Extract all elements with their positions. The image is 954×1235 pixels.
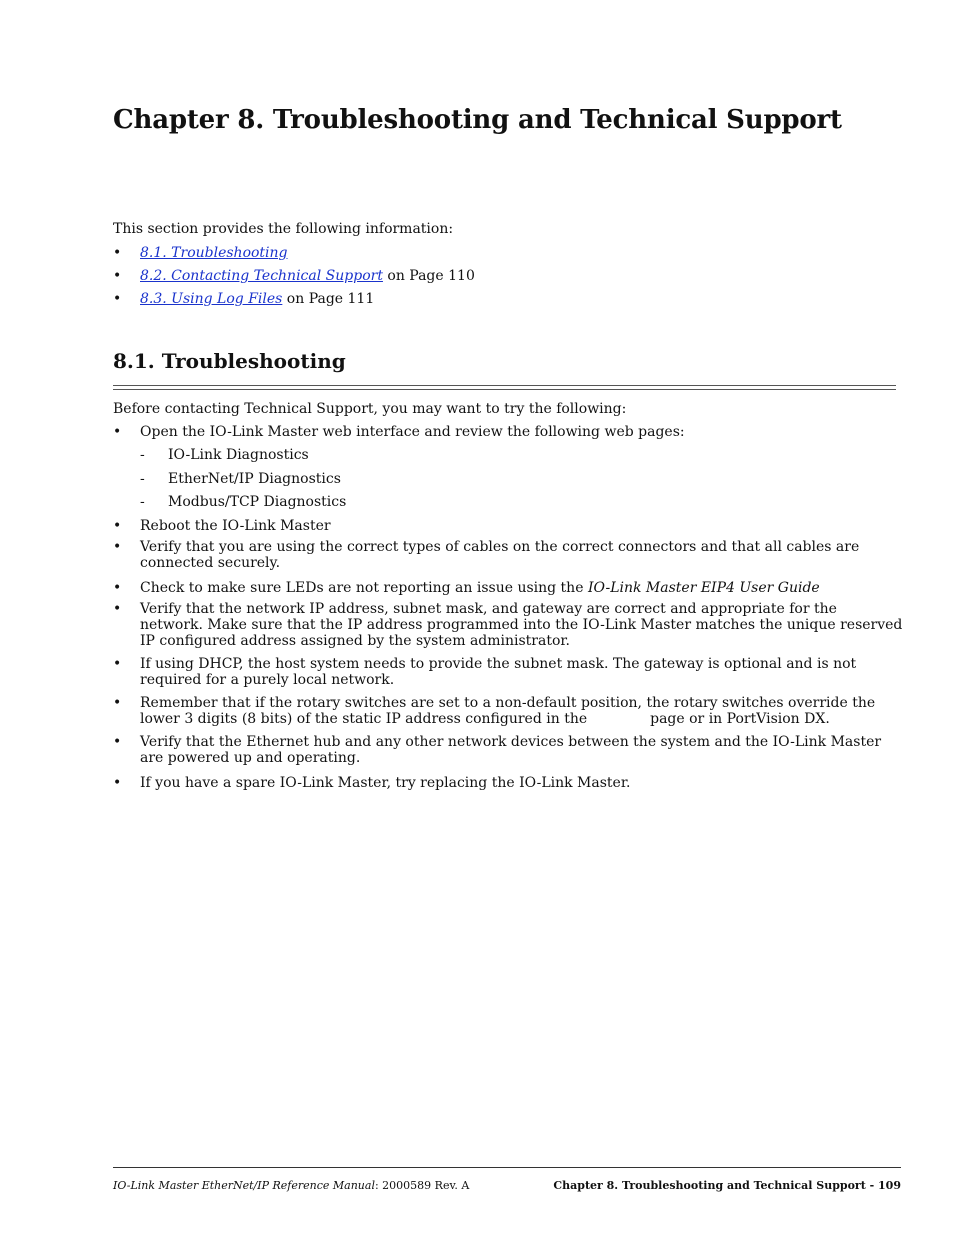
bullet: • [113, 245, 122, 261]
item-text: If using DHCP, the host system needs to provide the subnet mask. The gateway is optional and is not required for a purely local network. [140, 655, 857, 688]
toc-item [113, 242, 475, 265]
toc-link-contacting-support[interactable]: 8.2. Contacting Technical Support [140, 268, 383, 284]
manual-revision: : 2000589 Rev. A [374, 1179, 470, 1192]
bullet: • [113, 774, 122, 791]
sub-item-text: EtherNet/IP Diagnostics [168, 470, 341, 487]
toc-item [113, 288, 475, 311]
item-text: Reboot the IO-Link Master [140, 517, 331, 534]
bullet: • [113, 579, 122, 596]
bullet: • [113, 424, 122, 440]
toc-suffix: on Page 111 [282, 291, 375, 307]
item-text: If you have a spare IO-Link Master, try replacing the IO-Link Master. [140, 774, 631, 791]
intro-text: This section provides the following information: [113, 221, 454, 237]
list-item [113, 601, 903, 649]
toc-suffix: on Page 110 [382, 268, 475, 284]
list-item [113, 578, 903, 598]
sub-item-text: Modbus/TCP Diagnostics [168, 494, 347, 510]
item-text: Verify that the network IP address, subnet mask, and gateway are correct and appropriate for the network. Make sure that the IP address programmed into the IO-Link Master matches the unique reserved IP configured address assigned by the system administrator. [140, 600, 903, 649]
list-item [113, 773, 903, 793]
section-title: 8.1. Troubleshooting [113, 349, 346, 373]
footer-page-info: Chapter 8. Troubleshooting and Technical Support - 109 [553, 1179, 901, 1192]
bullet: • [113, 268, 122, 284]
footer-divider [113, 1167, 901, 1168]
bullet: • [113, 291, 122, 307]
item-text-continued: page or in PortVision DX. [650, 710, 830, 727]
manual-title: IO-Link Master EtherNet/IP Reference Manual [113, 1179, 375, 1192]
dash: - [140, 447, 145, 463]
footer-manual-info [113, 1179, 469, 1193]
section-divider [113, 385, 896, 390]
list-item [113, 539, 903, 571]
toc-link-troubleshooting[interactable]: 8.1. Troubleshooting [140, 245, 288, 261]
sub-item [140, 492, 903, 512]
troubleshooting-list [113, 422, 903, 796]
list-item [113, 695, 903, 727]
list-item [113, 516, 903, 536]
item-text: Open the IO-Link Master web interface and review the following web pages: [140, 424, 685, 440]
bullet: • [113, 733, 122, 750]
bullet: • [113, 517, 122, 534]
sub-item-text: IO-Link Diagnostics [168, 447, 309, 463]
item-text: Verify that the Ethernet hub and any other network devices between the system and the IO-Link Master are powered up and operating. [140, 733, 882, 766]
bullet: • [113, 694, 122, 711]
chapter-title: Chapter 8. Troubleshooting and Technical Support [113, 105, 842, 135]
item-text: Check to make sure LEDs are not reporting an issue using the [140, 579, 588, 596]
sub-item [140, 445, 903, 465]
list-item [113, 422, 903, 512]
toc-list [113, 242, 475, 311]
section-intro: Before contacting Technical Support, you may want to try the following: [113, 401, 627, 417]
toc-link-log-files[interactable]: 8.3. Using Log Files [140, 291, 283, 307]
dash: - [140, 470, 145, 487]
list-item [113, 734, 903, 766]
web-pages-sublist [140, 445, 903, 512]
sub-item [140, 469, 903, 489]
list-item [113, 656, 903, 688]
bullet: • [113, 538, 122, 555]
item-text: Verify that you are using the correct types of cables on the correct connectors and that all cables are connected securely. [140, 538, 860, 571]
bullet: • [113, 655, 122, 672]
user-guide-title: IO-Link Master EIP4 User Guide [587, 579, 820, 596]
item-text: Remember that if the rotary switches are set to a non-default position, the rotary switches override the lower 3 digits (8 bits) of the static IP address configured in the [140, 694, 876, 727]
bullet: • [113, 600, 122, 617]
toc-item [113, 265, 475, 288]
dash: - [140, 494, 145, 510]
